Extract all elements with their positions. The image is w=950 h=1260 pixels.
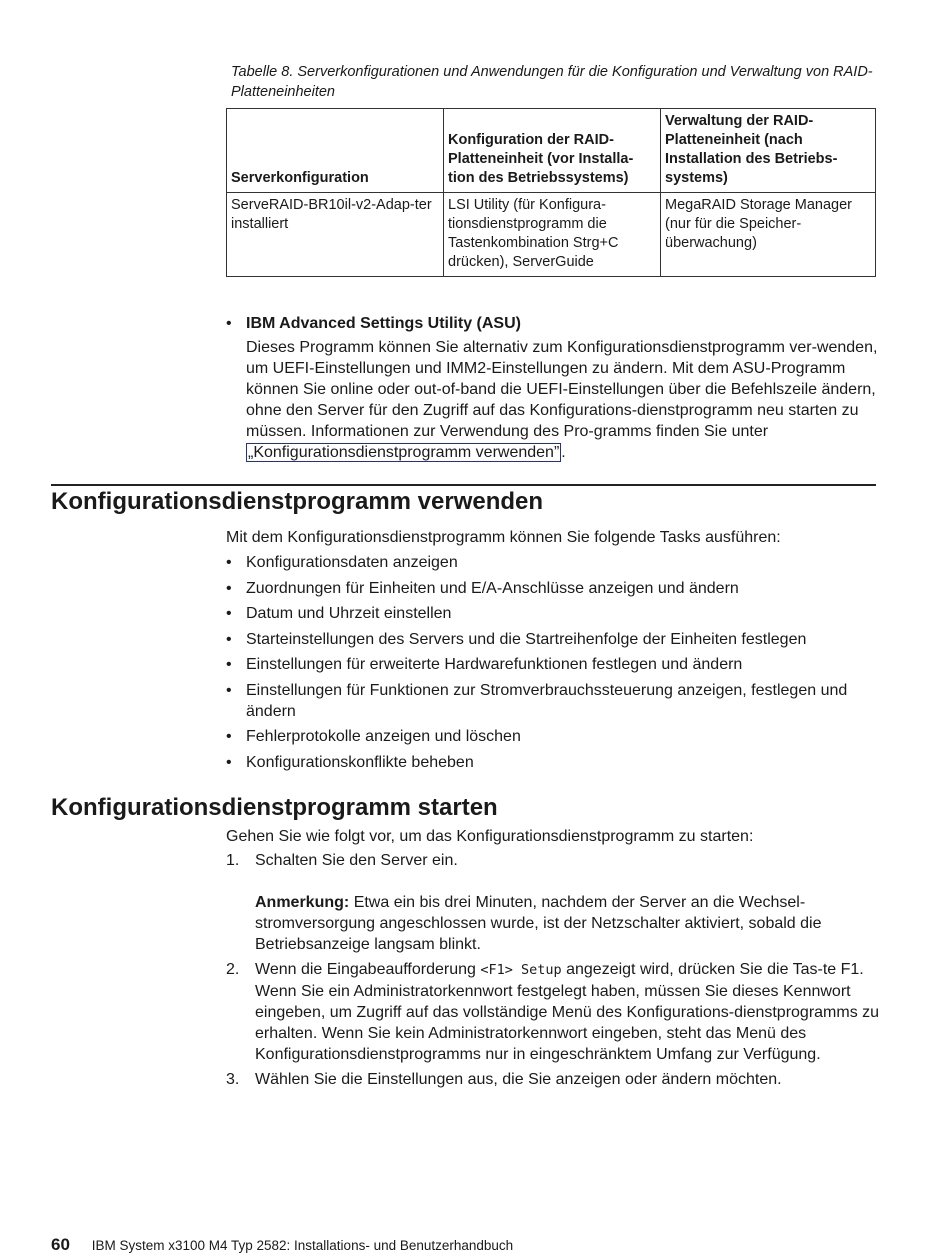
cell-server: ServeRAID-BR10il-v2-Adap-ter installiert bbox=[227, 193, 444, 277]
step-number: 3. bbox=[226, 1071, 240, 1088]
asu-text: Dieses Programm können Sie alternativ zum Konfigurationsdienstprogramm ver-wenden, um UEFI-Einstellungen und IMM2-Einstellungen zu ändern. Mit dem ASU-Programm können Sie online oder out-of-band die UEFI-Einstellungen über die Befehlszeile ändern, ohne den Server für den Zugriff auf das Konfigurations-dienstprogramm neu starten zu müssen. Informationen zur Verwendung des Pro-gramms finden Sie unter bbox=[246, 339, 878, 440]
cell-management-tool: MegaRAID Storage Manager (nur für die Speicher-überwachung) bbox=[661, 193, 876, 277]
step-item bbox=[226, 850, 881, 955]
table-caption: Tabelle 8. Serverkonfigurationen und Anwendungen für die Konfiguration und Verwaltung von RAID-Platteneinheiten bbox=[231, 64, 873, 100]
asu-bullet-item bbox=[226, 313, 881, 463]
page-footer bbox=[51, 1235, 513, 1255]
step-text-after: angezeigt wird, drücken Sie die Tas-te F1. Wenn Sie ein Administratorkennwort festgelegt haben, müssen Sie dieses Kennwort eingeben, um Zugriff auf das vollständige Menü des Konfigurations-dienstprogramms zu erhalten. Wenn Sie kein Administratorkennwort eingeben, steht das Menü des Konfigurationsdienstprogramms nur in eingeschränktem Umfang zur Verfügung. bbox=[255, 961, 880, 1063]
footer-title: IBM System x3100 M4 Typ 2582: Installations- und Benutzerhandbuch bbox=[91, 1238, 514, 1253]
section2-intro: Gehen Sie wie folgt vor, um das Konfigurationsdienstprogramm zu starten: bbox=[226, 828, 754, 845]
list-item: • Einstellungen für erweiterte Hardwarefunktionen festlegen und ändern bbox=[226, 654, 881, 675]
step-text: Schalten Sie den Server ein. bbox=[255, 852, 458, 869]
page-number: 60 bbox=[51, 1235, 70, 1254]
list-item: • Fehlerprotokolle anzeigen und löschen bbox=[226, 726, 881, 747]
list-item: • Konfigurationskonflikte beheben bbox=[226, 752, 881, 773]
config-utility-link[interactable]: „Konfigurationsdienstprogramm verwenden” bbox=[248, 444, 560, 461]
asu-text-end: . bbox=[561, 444, 566, 461]
section1-intro: Mit dem Konfigurationsdienstprogramm können Sie folgende Tasks ausführen: bbox=[226, 529, 781, 546]
list-item: • Konfigurationsdaten anzeigen bbox=[226, 552, 881, 573]
list-item: • Einstellungen für Funktionen zur Stromverbrauchssteuerung anzeigen, festlegen und ändern bbox=[226, 680, 881, 722]
section-heading-starten: Konfigurationsdienstprogramm starten bbox=[51, 794, 498, 821]
bullet-icon: • bbox=[226, 315, 232, 332]
task-list bbox=[226, 552, 881, 777]
list-item: • Datum und Uhrzeit einstellen bbox=[226, 603, 881, 624]
table-header-row bbox=[227, 109, 876, 193]
header-serverkonfiguration: Serverkonfiguration bbox=[227, 109, 444, 193]
header-verwaltung: Verwaltung der RAID-Platteneinheit (nach Installation des Betriebs-systems) bbox=[661, 109, 876, 193]
section-heading-verwenden: Konfigurationsdienstprogramm verwenden bbox=[51, 488, 544, 515]
table-row bbox=[227, 193, 876, 277]
step-text bbox=[255, 959, 881, 1065]
step-item bbox=[226, 1069, 881, 1090]
step-text-before: Wenn die Eingabeaufforderung bbox=[255, 961, 476, 978]
setup-prompt-code: <F1> Setup bbox=[480, 962, 562, 978]
note-label: Anmerkung: bbox=[255, 894, 350, 911]
list-item: • Zuordnungen für Einheiten und E/A-Anschlüsse anzeigen und ändern bbox=[226, 578, 881, 599]
asu-title: IBM Advanced Settings Utility (ASU) bbox=[246, 315, 521, 332]
cell-config-tool: LSI Utility (für Konfigura-tionsdienstprogramm die Tastenkombination Strg+C drücken), ServerGuide bbox=[444, 193, 661, 277]
step-item bbox=[226, 959, 881, 1065]
note-text: Etwa ein bis drei Minuten, nachdem der Server an die Wechsel-stromversorgung angeschlossen wurde, ist der Netzschalter aktiviert, sobald die Betriebsanzeige langsam blinkt. bbox=[255, 894, 822, 953]
step-note bbox=[255, 892, 881, 955]
step-number: 1. bbox=[226, 852, 240, 869]
step-list bbox=[226, 850, 881, 1094]
section-divider bbox=[51, 484, 876, 486]
list-item: • Starteinstellungen des Servers und die Startreihenfolge der Einheiten festlegen bbox=[226, 629, 881, 650]
asu-description bbox=[226, 337, 881, 463]
step-text: Wählen Sie die Einstellungen aus, die Sie anzeigen oder ändern möchten. bbox=[255, 1071, 782, 1088]
step-number: 2. bbox=[226, 961, 240, 978]
header-konfiguration: Konfiguration der RAID-Platteneinheit (vor Installa-tion des Betriebssystems) bbox=[444, 109, 661, 193]
raid-config-table bbox=[226, 108, 876, 277]
